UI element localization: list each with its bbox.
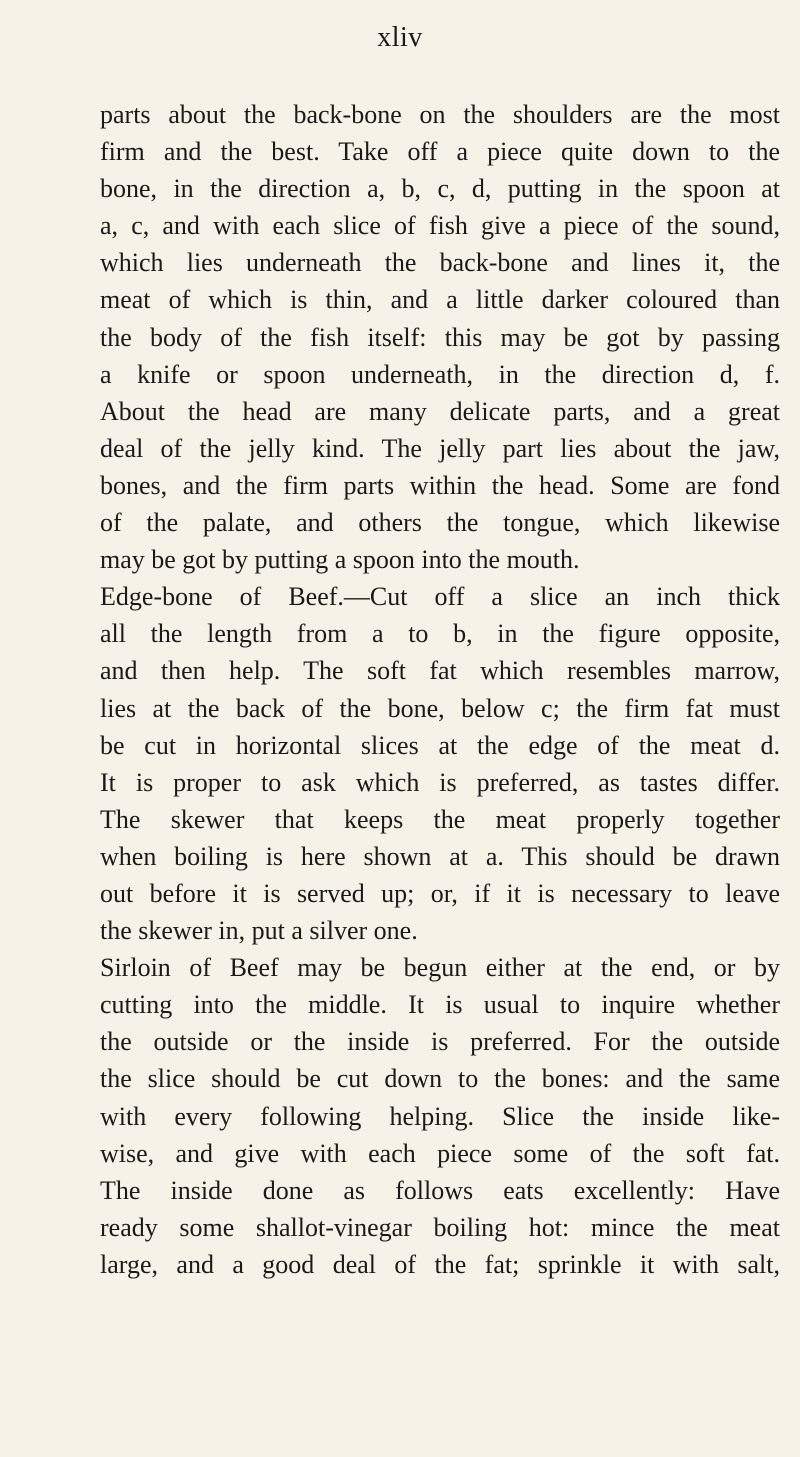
text-line: cutting into the middle. It is usual to inquire whether	[100, 990, 780, 1020]
text-line: bones, and the firm parts within the head. Some are fond	[100, 470, 780, 500]
text-line: which lies underneath the back-bone and lines it, the	[100, 248, 780, 278]
text-line: be cut in horizontal slices at the edge of the meat d.	[100, 730, 780, 760]
text-line: It is proper to ask which is preferred, as tastes differ.	[100, 767, 780, 797]
text-line: of the palate, and others the tongue, which likewise	[100, 508, 780, 538]
text-line: with every following helping. Slice the inside like-	[100, 1101, 780, 1131]
text-line: ready some shallot-vinegar boiling hot: mince the meat	[100, 1212, 780, 1242]
text-line: large, and a good deal of the fat; sprinkle it with salt,	[100, 1249, 780, 1279]
text-line: About the head are many delicate parts, and a great	[100, 396, 780, 426]
text-line: deal of the jelly kind. The jelly part lies about the jaw,	[100, 433, 780, 463]
text-line: parts about the back-bone on the shoulders are the most	[100, 100, 780, 129]
text-line: The inside done as follows eats excellently: Have	[100, 1175, 780, 1205]
text-line: when boiling is here shown at a. This should be drawn	[100, 841, 780, 871]
text-line: and then help. The soft fat which resembles marrow,	[100, 656, 780, 686]
text-line: the slice should be cut down to the bones: and the same	[100, 1064, 780, 1094]
text-line: firm and the best. Take off a piece quite down to the	[100, 137, 780, 167]
text-line: The skewer that keeps the meat properly together	[100, 804, 780, 834]
text-line: the body of the fish itself: this may be got by passing	[100, 322, 780, 352]
text-line: a, c, and with each slice of fish give a piece of the sound,	[100, 211, 780, 241]
text-line: out before it is served up; or, if it is necessary to leave	[100, 878, 780, 908]
text-line: Edge-bone of Beef.—Cut off a slice an inch thick	[100, 582, 780, 612]
text-line: the skewer in, put a silver one.	[100, 916, 418, 946]
text-line: the outside or the inside is preferred. For the outside	[100, 1027, 780, 1057]
text-line: lies at the back of the bone, below c; the firm fat must	[100, 693, 780, 723]
text-line: Sirloin of Beef may be begun either at the end, or by	[100, 953, 780, 983]
body-text	[100, 96, 780, 1283]
text-line: may be got by putting a spoon into the mouth.	[100, 545, 580, 575]
text-line: meat of which is thin, and a little darker coloured than	[100, 285, 780, 315]
text-line: bone, in the direction a, b, c, d, putting in the spoon at	[100, 174, 780, 204]
text-line: wise, and give with each piece some of the soft fat.	[100, 1138, 780, 1168]
text-line: all the length from a to b, in the figure opposite,	[100, 619, 780, 649]
page-number: xliv	[377, 22, 423, 53]
text-line: a knife or spoon underneath, in the direction d, f.	[100, 359, 780, 389]
